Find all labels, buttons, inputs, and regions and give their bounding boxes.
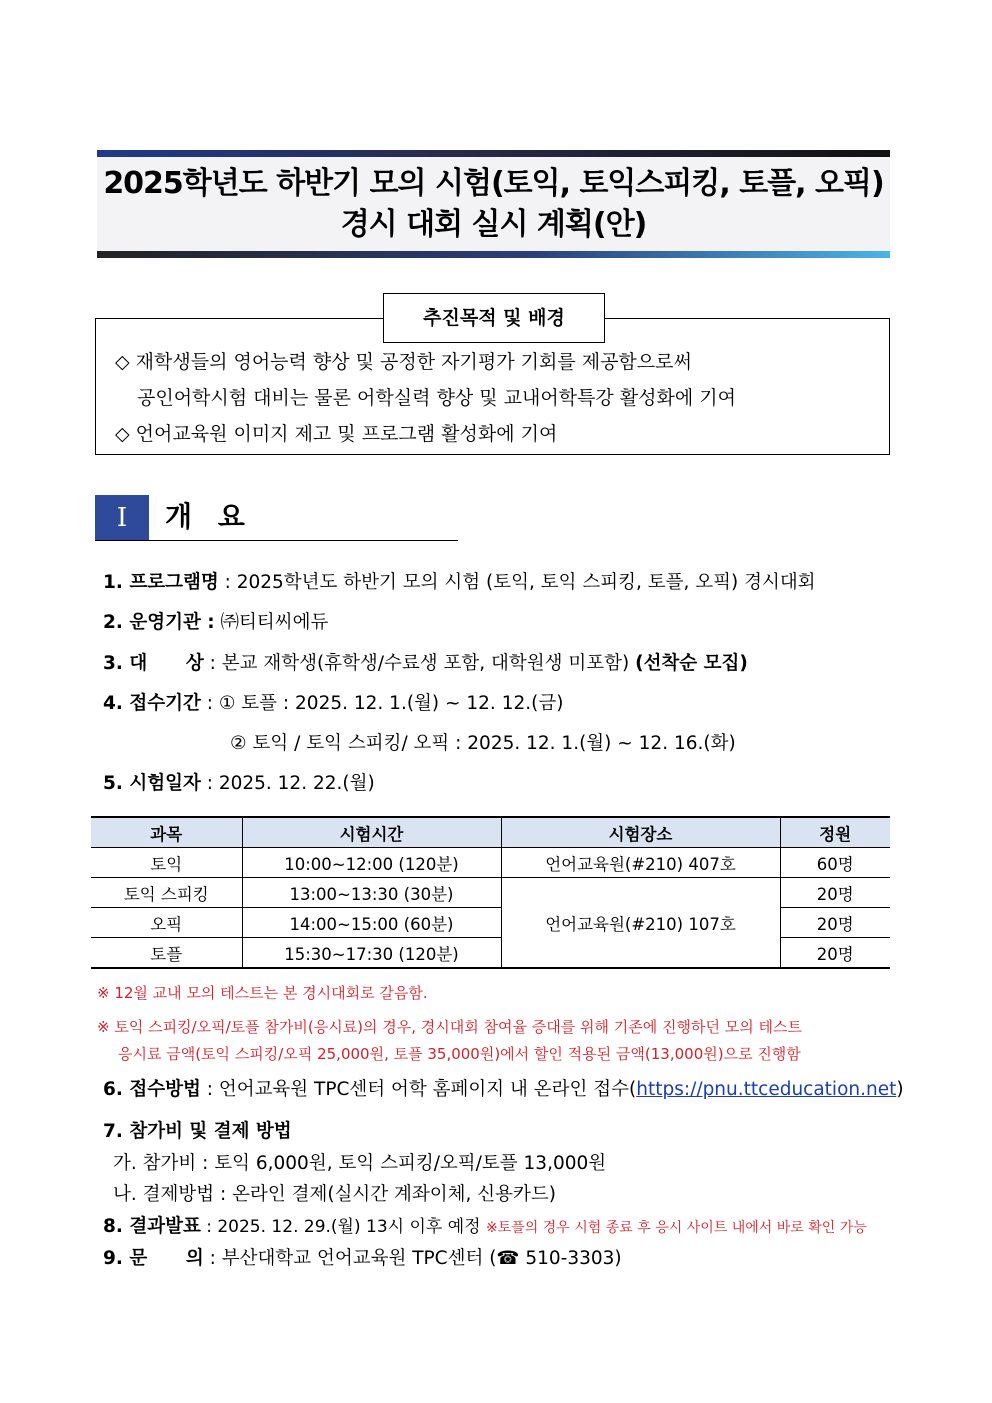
item-target — [103, 651, 748, 677]
registration-link[interactable]: https://pnu.ttceducation.net — [636, 1079, 897, 1100]
item-text: : 부산대학교 언어교육원 TPC센터 (☎ 510-3303) — [203, 1248, 622, 1269]
item-text: : 2025. 12. 22.(월) — [200, 773, 375, 794]
cell-subject: 토플 — [91, 938, 242, 969]
item-fee: 가. 참가비 : 토익 6,000원, 토익 스피킹/오픽/토플 13,000원 — [113, 1153, 607, 1174]
note-2: ※ 토익 스피킹/오픽/토플 참가비(응시료)의 경우, 경시대회 참여율 증대를 위해 기존에 진행하던 모의 테스트 — [97, 1018, 802, 1036]
cell-time: 13:00~13:30 (30분) — [242, 878, 501, 908]
cell-time: 14:00~15:00 (60분) — [242, 908, 501, 938]
page-title-line1: 2025학년도 하반기 모의 시험(토익, 토익스피킹, 토플, 오픽) — [103, 166, 884, 201]
col-header-subject: 과목 — [91, 817, 242, 848]
purpose-line-3: ◇ 언어교육원 이미지 제고 및 프로그램 활성화에 기여 — [115, 423, 558, 445]
item-label: 7. 참가비 및 결제 방법 — [103, 1121, 292, 1142]
item-text: : 2025. 12. 29.(월) 13시 이후 예정 — [200, 1217, 486, 1237]
item-label: 8. 결과발표 — [103, 1216, 201, 1237]
section-title: 개 요 — [165, 500, 253, 533]
item-text: ㈜티티씨에듀 — [214, 612, 329, 633]
cell-time: 10:00~12:00 (120분) — [242, 848, 501, 878]
section-number: Ⅰ — [95, 495, 149, 541]
item-emphasis: (선착순 모집) — [635, 653, 748, 674]
item-label: 2. 운영기관 : — [103, 612, 215, 633]
item-operator — [103, 610, 328, 636]
cell-subject: 오픽 — [91, 908, 242, 938]
item-text: : 언어교육원 TPC센터 어학 홈페이지 내 온라인 접수( — [200, 1079, 637, 1100]
col-header-place: 시험장소 — [501, 817, 780, 848]
purpose-line-1: ◇ 재학생들의 영어능력 향상 및 공정한 자기평가 기회를 제공함으로써 — [115, 351, 692, 373]
item-label: 5. 시험일자 — [103, 773, 201, 794]
cell-capacity: 20명 — [780, 908, 890, 938]
cell-capacity: 20명 — [780, 938, 890, 969]
table-row — [91, 848, 890, 878]
cell-time: 15:30~17:30 (120분) — [242, 938, 501, 969]
cell-capacity: 20명 — [780, 878, 890, 908]
cell-capacity: 60명 — [780, 848, 890, 878]
item-label: 6. 접수방법 — [103, 1079, 201, 1100]
item-text: : 본교 재학생(휴학생/수료생 포함, 대학원생 미포함) — [203, 653, 636, 674]
item-text-close: ) — [896, 1079, 904, 1100]
cell-place: 언어교육원(#210) 407호 — [501, 848, 780, 878]
title-top-bar — [97, 150, 890, 157]
item-result-note: ※토플의 경우 시험 종료 후 응시 사이트 내에서 바로 확인 가능 — [485, 1220, 867, 1236]
item-text: : 2025학년도 하반기 모의 시험 (토익, 토익 스피킹, 토플, 오픽) 경시대회 — [218, 572, 816, 593]
item-label: 3. 대 상 — [103, 653, 204, 674]
item-program-name — [103, 570, 816, 596]
item-text: : ① 토플 : 2025. 12. 1.(월) ~ 12. 12.(금) — [200, 693, 564, 714]
col-header-time: 시험시간 — [242, 817, 501, 848]
item-label: 1. 프로그램명 — [103, 572, 219, 593]
schedule-table — [91, 816, 890, 969]
title-bottom-bar — [97, 251, 890, 258]
item-result-announcement — [103, 1214, 867, 1241]
item-contact — [103, 1246, 622, 1272]
cell-subject: 토익 스피킹 — [91, 878, 242, 908]
item-payment-method: 나. 결제방법 : 온라인 결제(실시간 계좌이체, 신용카드) — [113, 1184, 557, 1205]
note-3: 응시료 금액(토익 스피킹/오픽 25,000원, 토플 35,000원)에서 할인 적용된 금액(13,000원)으로 진행함 — [118, 1045, 801, 1063]
cell-place: 언어교육원(#210) 107호 — [501, 878, 780, 969]
section-underline — [95, 540, 458, 541]
item-registration-period — [103, 691, 563, 717]
item-fee-heading — [103, 1119, 292, 1145]
purpose-tag: 추진목적 및 배경 — [383, 293, 605, 343]
note-1: ※ 12월 교내 모의 테스트는 본 경시대회로 갈음함. — [97, 984, 428, 1002]
col-header-capacity: 정원 — [780, 817, 890, 848]
item-label: 9. 문 의 — [103, 1248, 204, 1269]
item-registration-method — [103, 1077, 904, 1103]
item-label: 4. 접수기간 — [103, 693, 201, 714]
cell-subject: 토익 — [91, 848, 242, 878]
item-exam-date — [103, 771, 375, 797]
item-registration-period-2: ② 토익 / 토익 스피킹/ 오픽 : 2025. 12. 1.(월) ~ 12. 16.(화) — [230, 733, 736, 754]
table-row — [91, 878, 890, 908]
purpose-line-2: 공인어학시험 대비는 물론 어학실력 향상 및 교내어학특강 활성화에 기여 — [137, 387, 736, 409]
page-title-line2: 경시 대회 실시 계획(안) — [340, 207, 647, 242]
table-header-row — [91, 817, 890, 848]
